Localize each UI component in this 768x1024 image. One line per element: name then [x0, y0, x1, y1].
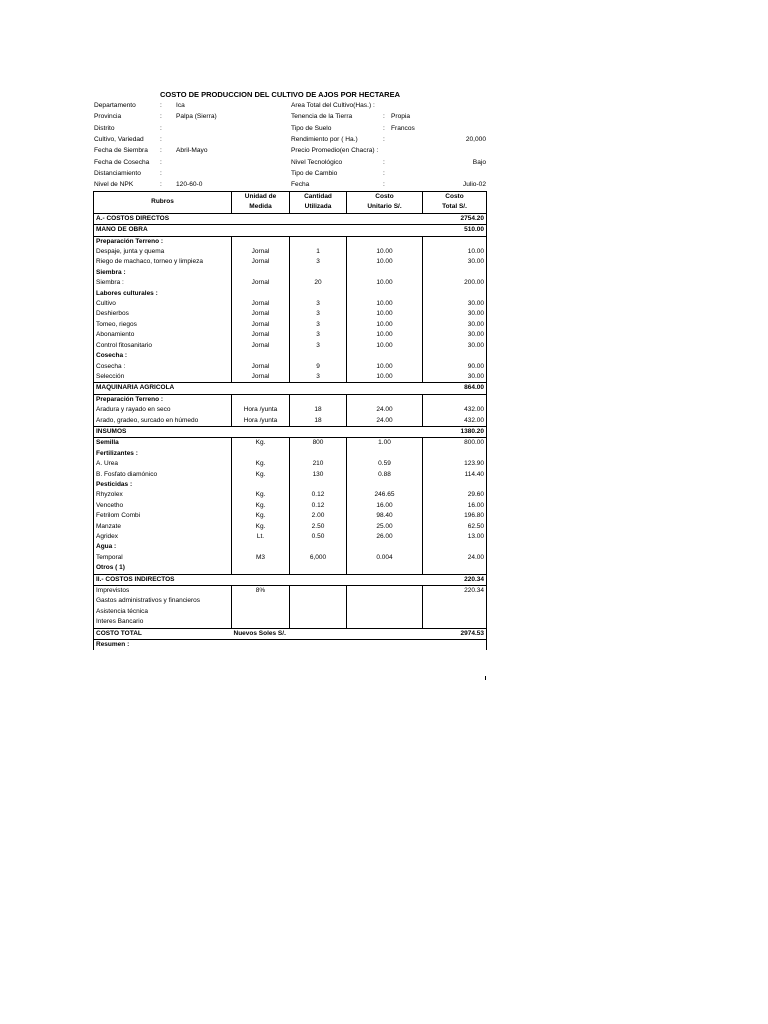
info-label: Distrito — [94, 124, 115, 132]
unit-cell — [232, 268, 290, 278]
unit-cost-cell — [347, 449, 423, 459]
subsection-title: Pesticidas : — [94, 480, 232, 490]
quantity-cell — [290, 563, 347, 574]
item-name: Arado, gradeo, surcado en húmedo — [94, 416, 232, 427]
quantity-cell — [290, 542, 347, 552]
total-cost-cell — [423, 542, 487, 552]
item-name: Despaje, junta y quema — [94, 247, 232, 257]
item-name: Deshierbos — [94, 309, 232, 319]
quantity-cell — [290, 289, 347, 299]
info-colon: : — [160, 102, 162, 109]
total-cost-cell — [423, 607, 487, 617]
table-row — [94, 596, 487, 606]
section-total: 220.34 — [423, 574, 487, 585]
section-total: 510.00 — [423, 225, 487, 236]
item-name: Riego de machaco, torneo y limpieza — [94, 257, 232, 267]
total-cost-cell: 29.60 — [423, 490, 487, 500]
info-colon: : — [160, 135, 162, 143]
unit-cell: Kg. — [232, 522, 290, 532]
item-name: Asistencia técnica — [94, 607, 232, 617]
total-cost-cell — [423, 617, 487, 628]
table-row — [94, 213, 487, 224]
total-cost-cell — [423, 236, 487, 247]
item-name: Tomeo, riegos — [94, 320, 232, 330]
info-value-right: Julio-02 — [462, 181, 486, 189]
info-value: Abril-Mayo — [176, 147, 208, 155]
cost-table — [93, 191, 487, 650]
quantity-cell: 1 — [290, 247, 347, 257]
quantity-cell: 210 — [290, 459, 347, 469]
col-header-costo-total: Costo — [423, 192, 487, 203]
quantity-cell: 0.12 — [290, 501, 347, 511]
table-tail-line — [485, 676, 486, 680]
info-label-2: Rendimiento por ( Ha.) — [291, 135, 358, 143]
table-row — [94, 449, 487, 459]
unit-cost-cell: 0.59 — [347, 459, 423, 469]
unit-cost-cell: 10.00 — [347, 257, 423, 267]
item-name: Cultivo — [94, 299, 232, 309]
unit-cell — [232, 289, 290, 299]
table-row — [94, 459, 487, 469]
unit-cost-cell: 24.00 — [347, 405, 423, 415]
info-value: Palpa (Sierra) — [176, 113, 217, 121]
info-row — [94, 100, 486, 111]
quantity-cell — [290, 268, 347, 278]
table-row — [94, 416, 487, 427]
item-name: B. Fosfato diamónico — [94, 470, 232, 480]
table-row — [94, 470, 487, 480]
total-cost-cell: 200.00 — [423, 278, 487, 288]
unit-cost-cell — [347, 617, 423, 628]
total-cost-cell: 13.00 — [423, 532, 487, 542]
quantity-cell — [290, 236, 347, 247]
total-cost-cell — [423, 596, 487, 606]
quantity-cell: 3 — [290, 330, 347, 340]
unit-cell — [232, 236, 290, 247]
info-colon-2: : — [383, 124, 385, 132]
unit-cell: Jornal — [232, 309, 290, 319]
info-label-2: Tenencia de la Tierra — [291, 113, 353, 121]
item-name: Rhyzolex — [94, 490, 232, 500]
info-label-2: Tipo de Suelo — [291, 124, 332, 132]
info-label: Provincia — [94, 113, 122, 121]
info-row — [94, 168, 486, 179]
info-label: Departamento — [94, 102, 136, 109]
unit-cost-cell: 10.00 — [347, 330, 423, 340]
info-colon-2: : — [383, 169, 385, 177]
info-value: Ica — [176, 102, 185, 109]
section-total: 1380.20 — [423, 426, 487, 437]
item-name: Cosecha : — [94, 362, 232, 372]
total-cost-cell: 196.80 — [423, 511, 487, 521]
unit-cell — [232, 480, 290, 490]
subsection-title: Preparación Terreno : — [94, 394, 232, 405]
unit-cell — [232, 449, 290, 459]
item-name: Siembra : — [94, 278, 232, 288]
table-row — [94, 383, 487, 394]
table-row — [94, 438, 487, 449]
total-cost-cell: 30.00 — [423, 330, 487, 340]
unit-cell: Jornal — [232, 341, 290, 351]
total-cost-cell: 800.00 — [423, 438, 487, 449]
quantity-cell: 800 — [290, 438, 347, 449]
unit-cost-cell — [347, 563, 423, 574]
info-colon: : — [160, 113, 162, 121]
unit-cost-cell: 0.004 — [347, 553, 423, 563]
table-row — [94, 574, 487, 585]
quantity-cell — [290, 596, 347, 606]
quantity-cell: 18 — [290, 416, 347, 427]
info-label-2: Nivel Tecnológico — [291, 158, 343, 166]
table-row — [94, 501, 487, 511]
item-name: Fetrilom Combi — [94, 511, 232, 521]
item-name: Control fitosanitario — [94, 341, 232, 351]
cell-empty — [232, 383, 423, 394]
quantity-cell: 3 — [290, 341, 347, 351]
total-cost-cell: 30.00 — [423, 257, 487, 267]
table-row — [94, 225, 487, 236]
unit-cost-cell — [347, 394, 423, 405]
unit-cost-cell: 10.00 — [347, 247, 423, 257]
subsection-title: Preparación Terreno : — [94, 236, 232, 247]
unit-cell: Jornal — [232, 320, 290, 330]
table-row — [94, 289, 487, 299]
info-row — [94, 157, 486, 168]
unit-cell — [232, 351, 290, 361]
total-cost-cell: 62.50 — [423, 522, 487, 532]
info-row — [94, 111, 486, 122]
table-row — [94, 511, 487, 521]
table-row — [94, 351, 487, 361]
section-title: MANO DE OBRA — [94, 225, 232, 236]
item-name: Interes Bancario — [94, 617, 232, 628]
unit-cost-cell: 25.00 — [347, 522, 423, 532]
unit-cell: Jornal — [232, 330, 290, 340]
unit-cost-cell — [347, 351, 423, 361]
cell-empty — [232, 225, 423, 236]
table-row — [94, 320, 487, 330]
quantity-cell — [290, 586, 347, 597]
table-row — [94, 607, 487, 617]
total-cost-cell — [423, 289, 487, 299]
col-header-total: Total S/. — [423, 202, 487, 213]
total-cost-cell — [423, 394, 487, 405]
item-name: Temporal — [94, 553, 232, 563]
unit-cell: Kg. — [232, 501, 290, 511]
grand-total-value: 2974.53 — [423, 628, 487, 639]
item-name: A. Urea — [94, 459, 232, 469]
info-value: 120-60-0 — [176, 181, 203, 189]
unit-cost-cell: 246.65 — [347, 490, 423, 500]
info-value-right: Bajo — [472, 158, 486, 166]
info-value-2: Propia — [391, 113, 411, 121]
col-header-rubros: Rubros — [94, 192, 232, 214]
table-row — [94, 362, 487, 372]
item-name: Vencetho — [94, 501, 232, 511]
unit-cost-cell: 98.40 — [347, 511, 423, 521]
table-row — [94, 309, 487, 319]
grand-total-label: COSTO TOTAL — [94, 628, 232, 639]
subsection-title: Semilla — [94, 438, 232, 449]
info-label-2: Precio Promedio(en Chacra) : — [291, 147, 379, 155]
table-row — [94, 628, 487, 639]
total-cost-cell: 220.34 — [423, 586, 487, 597]
info-colon-2: : — [383, 135, 385, 143]
info-label: Cultivo, Variedad — [94, 135, 144, 143]
quantity-cell: 3 — [290, 299, 347, 309]
unit-cost-cell: 10.00 — [347, 362, 423, 372]
total-cost-cell — [423, 449, 487, 459]
total-cost-cell: 114.40 — [423, 470, 487, 480]
quantity-cell: 3 — [290, 257, 347, 267]
info-colon: : — [160, 124, 162, 132]
item-name: Imprevistos — [94, 586, 232, 597]
quantity-cell: 3 — [290, 320, 347, 330]
table-row — [94, 278, 487, 288]
unit-cost-cell: 10.00 — [347, 278, 423, 288]
info-colon-2: : — [383, 113, 385, 121]
cell-empty — [423, 640, 487, 651]
table-row — [94, 542, 487, 552]
info-row — [94, 179, 486, 190]
table-row — [94, 405, 487, 415]
info-colon: : — [160, 181, 162, 189]
info-label-2: Fecha — [291, 181, 310, 189]
table-row — [94, 247, 487, 257]
info-row — [94, 134, 486, 145]
section-total: 2754.20 — [423, 213, 487, 224]
quantity-cell: 20 — [290, 278, 347, 288]
total-cost-cell — [423, 563, 487, 574]
table-row — [94, 268, 487, 278]
section-title: II.- COSTOS INDIRECTOS — [94, 574, 232, 585]
info-colon-2: : — [383, 158, 385, 166]
unit-cell: Jornal — [232, 257, 290, 267]
section-title: MAQUINARIA AGRICOLA — [94, 383, 232, 394]
item-name: Manzate — [94, 522, 232, 532]
quantity-cell: 0.50 — [290, 532, 347, 542]
table-row — [94, 640, 487, 651]
info-value-2: Francos — [391, 124, 415, 132]
unit-cost-cell: 10.00 — [347, 299, 423, 309]
quantity-cell — [290, 449, 347, 459]
quantity-cell: 6,000 — [290, 553, 347, 563]
col-header-utilizada: Utilizada — [290, 202, 347, 213]
table-row — [94, 341, 487, 351]
unit-cost-cell: 1.00 — [347, 438, 423, 449]
unit-cell — [232, 563, 290, 574]
quantity-cell — [290, 607, 347, 617]
subsection-title: Cosecha : — [94, 351, 232, 361]
table-row — [94, 372, 487, 383]
table-row — [94, 257, 487, 267]
info-label: Fecha de Cosecha — [94, 158, 150, 166]
table-row — [94, 522, 487, 532]
total-cost-cell: 30.00 — [423, 309, 487, 319]
unit-cost-cell: 10.00 — [347, 372, 423, 383]
unit-cell — [232, 394, 290, 405]
unit-cost-cell — [347, 236, 423, 247]
info-colon: : — [160, 147, 162, 155]
info-row — [94, 123, 486, 134]
info-value-right: 20,000 — [465, 135, 486, 143]
total-cost-cell: 16.00 — [423, 501, 487, 511]
unit-cost-cell — [347, 480, 423, 490]
total-cost-cell: 10.00 — [423, 247, 487, 257]
quantity-cell: 9 — [290, 362, 347, 372]
grand-total-currency: Nuevos Soles S/. — [232, 628, 423, 639]
table-row — [94, 426, 487, 437]
item-name: Aradura y rayado en seco — [94, 405, 232, 415]
col-header-medida: Medida — [232, 202, 290, 213]
unit-cell: Kg. — [232, 459, 290, 469]
table-row — [94, 586, 487, 597]
info-label-2: Tipo de Cambio — [291, 169, 338, 177]
quantity-cell: 130 — [290, 470, 347, 480]
col-header-unidad: Unidad de — [232, 192, 290, 203]
quantity-cell — [290, 480, 347, 490]
quantity-cell: 2.00 — [290, 511, 347, 521]
item-name: Selección — [94, 372, 232, 383]
info-colon: : — [160, 169, 162, 177]
info-row — [94, 145, 486, 156]
total-cost-cell — [423, 268, 487, 278]
table-row — [94, 617, 487, 628]
unit-cell: Kg. — [232, 511, 290, 521]
total-cost-cell: 30.00 — [423, 341, 487, 351]
unit-cell: Jornal — [232, 299, 290, 309]
total-cost-cell: 123.90 — [423, 459, 487, 469]
cell-empty — [232, 426, 423, 437]
unit-cell: Jornal — [232, 362, 290, 372]
info-colon-2: : — [383, 181, 385, 189]
unit-cell: 8% — [232, 586, 290, 597]
subsection-title: Siembra : — [94, 268, 232, 278]
unit-cell: Kg. — [232, 438, 290, 449]
unit-cell: Lt. — [232, 532, 290, 542]
quantity-cell: 2.50 — [290, 522, 347, 532]
total-cost-cell: 432.00 — [423, 416, 487, 427]
unit-cell: Hora /yunta — [232, 405, 290, 415]
info-label: Fecha de Siembra — [94, 147, 148, 155]
table-row — [94, 532, 487, 542]
total-cost-cell: 24.00 — [423, 553, 487, 563]
unit-cost-cell: 26.00 — [347, 532, 423, 542]
total-cost-cell — [423, 480, 487, 490]
item-name: Agridex — [94, 532, 232, 542]
unit-cost-cell: 16.00 — [347, 501, 423, 511]
quantity-cell: 18 — [290, 405, 347, 415]
cell-empty — [232, 213, 423, 224]
unit-cost-cell: 0.88 — [347, 470, 423, 480]
total-cost-cell: 30.00 — [423, 320, 487, 330]
quantity-cell — [290, 617, 347, 628]
item-name: Abonamiento — [94, 330, 232, 340]
subsection-title: Otros ( 1) — [94, 563, 232, 574]
unit-cost-cell: 10.00 — [347, 320, 423, 330]
table-row — [94, 330, 487, 340]
item-name: Gastos administrativos y financieros — [94, 596, 232, 606]
unit-cell: Jornal — [232, 278, 290, 288]
total-cost-cell: 432.00 — [423, 405, 487, 415]
quantity-cell: 0.12 — [290, 490, 347, 500]
total-cost-cell: 30.00 — [423, 372, 487, 383]
unit-cell: M3 — [232, 553, 290, 563]
unit-cost-cell — [347, 596, 423, 606]
info-label: Distanciamiento — [94, 169, 141, 177]
quantity-cell — [290, 394, 347, 405]
total-cost-cell: 30.00 — [423, 299, 487, 309]
unit-cost-cell — [347, 607, 423, 617]
subsection-title: Labores culturales : — [94, 289, 232, 299]
quantity-cell: 3 — [290, 372, 347, 383]
unit-cost-cell — [347, 289, 423, 299]
unit-cost-cell — [347, 268, 423, 278]
section-title: A.- COSTOS DIRECTOS — [94, 213, 232, 224]
table-row — [94, 394, 487, 405]
cell-empty — [232, 640, 423, 651]
cell-empty — [232, 574, 423, 585]
table-row — [94, 480, 487, 490]
table-header-row — [94, 192, 487, 203]
document-title: COSTO DE PRODUCCION DEL CULTIVO DE AJOS POR HECTAREA — [160, 90, 401, 99]
col-header-costo-unitario: Costo — [347, 192, 423, 203]
quantity-cell — [290, 351, 347, 361]
unit-cost-cell: 10.00 — [347, 309, 423, 319]
subsection-title: Fertilizantes : — [94, 449, 232, 459]
table-row — [94, 563, 487, 574]
unit-cost-cell — [347, 586, 423, 597]
info-colon: : — [160, 158, 162, 166]
unit-cell: Kg. — [232, 470, 290, 480]
summary-label: Resumen : — [94, 640, 232, 651]
total-cost-cell — [423, 351, 487, 361]
unit-cost-cell — [347, 542, 423, 552]
info-label-2: Area Total del Cultivo(Has.) : — [291, 102, 375, 109]
unit-cell — [232, 617, 290, 628]
col-header-cantidad: Cantidad — [290, 192, 347, 203]
info-label: Nivel de NPK — [94, 181, 134, 189]
subsection-title: Agua : — [94, 542, 232, 552]
unit-cell: Jornal — [232, 247, 290, 257]
unit-cost-cell: 24.00 — [347, 416, 423, 427]
section-total: 864.00 — [423, 383, 487, 394]
table-row — [94, 299, 487, 309]
table-row — [94, 553, 487, 563]
unit-cell — [232, 542, 290, 552]
col-header-unitario: Unitario S/. — [347, 202, 423, 213]
unit-cell — [232, 607, 290, 617]
unit-cost-cell: 10.00 — [347, 341, 423, 351]
quantity-cell: 3 — [290, 309, 347, 319]
unit-cell: Hora /yunta — [232, 416, 290, 427]
section-title: INSUMOS — [94, 426, 232, 437]
unit-cell: Jornal — [232, 372, 290, 383]
table-row — [94, 236, 487, 247]
total-cost-cell: 90.00 — [423, 362, 487, 372]
unit-cell: Kg. — [232, 490, 290, 500]
unit-cell — [232, 596, 290, 606]
table-row — [94, 490, 487, 500]
